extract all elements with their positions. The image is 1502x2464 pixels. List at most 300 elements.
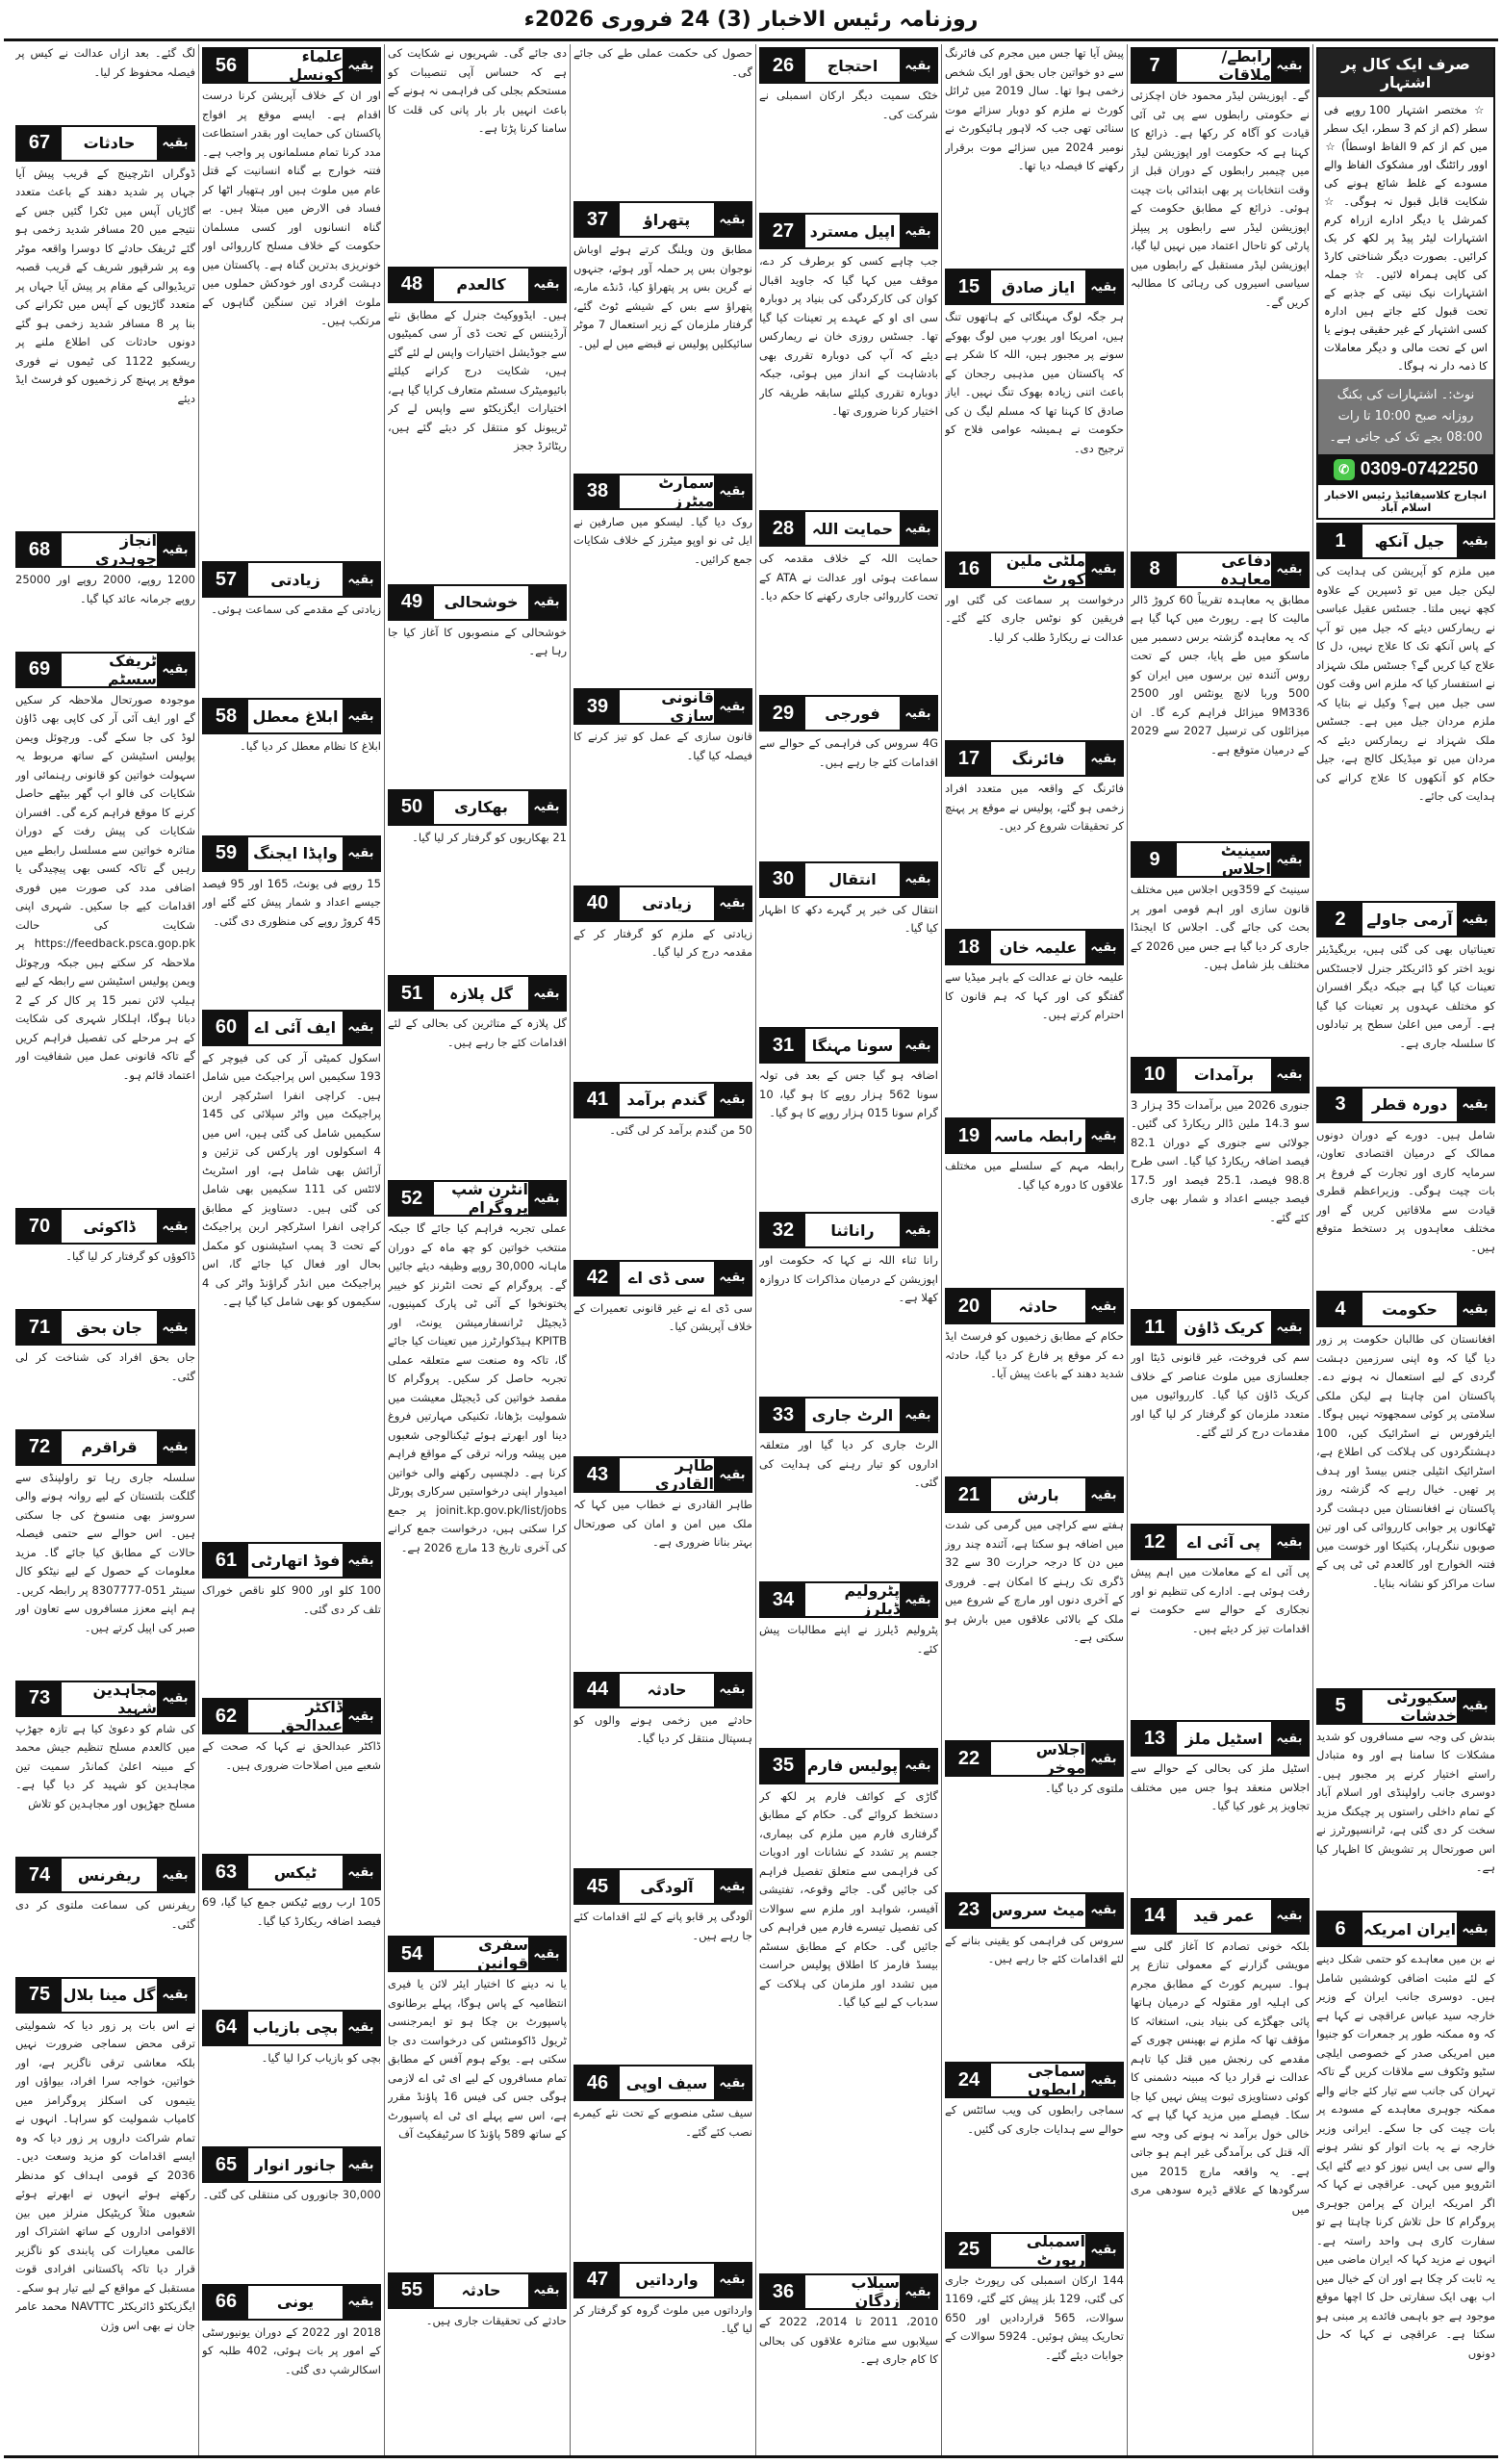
section-body-text: جب چاہے کسی کو برطرف کر دے، موقف میں کہا گیا کہ جاوید اقبال کوان کی کارکردگی کی بنیاد پر دوبارہ سی ای او کے عہدے پر تعینات کیا گیا تھا۔ جسٹس روزی خان نے ریمارکس دیئے کہ آپ کی دوبارہ تقرری بھی بادشاہت کے انداز میں ہوئی، جبکہ دوبارہ تقرری کیلئے سابقہ طریقہ کار اختیار کرنا ضروری تھا۔ [759,254,938,419]
section-title: زیادتی [620,887,714,920]
section-body-text: حمایت اللہ کے خلاف مقدمہ کی سماعت ہوئی اور عدالت نے ATA کے تحت کارروائی جاری رکھنے کا حکم دیا۔ [759,552,938,603]
section-body-text: اسکول کمیٹی آر کی کی فیوچر کے 193 سکیمیں اس پراجیکٹ میں شامل ہیں۔ کراچی انفرا اسٹرکچر اربن پراجیکٹ میں واٹر سپلائی کی 145 سکیمیں شامل کی گئی ہیں، اس میں 4 اسکولوں اور پارکس کی تزئین و آرائش بھی شامل ہے، اور اسٹریٹ لائٹس کی 111 سکیمیں بھی شامل کی گئی ہیں۔ دستاویز کے مطابق کراچی انفرا اسٹرکچر اربن پراجیکٹ کے تحت 3 پمپ اسٹیشنوں کو مکمل بحال اور فعال کیا جائے گا، اس پراجیکٹ میں انڈر گراؤنڈ واٹر کی 4 سکیموں کو بھی شامل کیا گیا ہے۔ [202,1050,381,1309]
section-body-text: مطابق یہ معاہدہ تقریباً 60 کروڑ ڈالر مالیت کا ہے۔ رپورٹ میں کہا گیا ہے کہ یہ معاہدہ گزشتہ برس دسمبر میں ماسکو میں طے پایا، جس کے تحت روس آئندہ تین برسوں میں ایران کو 500 وربا لانچ یونٹس اور 2500 9M336 میزائل فراہم کرے گا۔ ان میزائلوں کی ترسیل 2027 سے 2029 کے درمیان متوقع ہے۔ [1131,592,1310,757]
section-title: الرٹ جاری [805,1399,900,1431]
section-title: گل پلازہ [434,977,528,1010]
section-body-text: میں ملزم کو آپریشن کی ہدایت کی لیکن جیل میں تو ڈسپرین کے علاوہ کچھ نہیں ملتا۔ جسٹس عقیل عباسی نے ریمارکس دیئے کہ جیل میں تو آپ کے پاس آنکھ تک کا علاج نہیں، دل کا علاج کیا کریں گے؟ جسٹس ملک شہزاد نے استفسار کیا کہ ملزم اس وقت کون سی جیل میں ہے؟ وکیل نے بتایا کہ ملزم مردان جیل میں ہے۔ جسٹس ملک شہزاد نے ریمارکس دیئے کہ مردان میں تو میڈیکل کالج ہے، جیل حکام کو آنکھوں کا علاج کرانے کی ہدایت کی جائے۔ [1316,564,1495,803]
baqia-label: بقیہ [714,1458,751,1491]
section-header [1131,1720,1310,1757]
section-body-text: ملتوی کر دیا گیا۔ [1044,1782,1124,1796]
section-title: حادثہ [991,1290,1085,1322]
section-number: 23 [947,1894,991,1927]
section-number: 61 [204,1544,248,1577]
baqia-label: بقیہ [1085,931,1122,963]
ad-title: صرف ایک کال پر اشتہار [1318,49,1493,97]
section-number: 30 [761,863,805,896]
baqia-label: بقیہ [343,2148,379,2181]
section-body-text: 100 کلو اور 900 کلو ناقص خوراک تلف کر دی گئی۔ [202,1583,381,1616]
section-header [945,1740,1124,1777]
section-header [759,2273,938,2310]
section-header [945,2062,1124,2098]
section-title: رابطہ ماسہ [991,1119,1085,1152]
section-title: اسٹیل ملز [1177,1722,1271,1755]
ad-footer: انچارج کلاسیفائیڈ رئیس الاخبار اسلام آباد [1324,489,1488,514]
section-title: فورجی [805,697,900,730]
section-header [15,1977,195,2014]
section-number: 28 [761,512,805,545]
section-header [202,835,381,872]
section-number: 37 [575,203,620,236]
section-number: 56 [204,49,248,82]
section-body-text: ریفرنس کی سماعت ملتوی کر دی گئی۔ [15,1898,195,1931]
baqia-label: بقیہ [343,700,379,732]
section-number: 75 [17,1979,62,2012]
page-column [1127,44,1312,2455]
section-title: پولیس فارم [805,1750,900,1783]
section-number: 70 [17,1210,62,1243]
section-title: کریک ڈاؤن [1177,1311,1271,1344]
section-number: 33 [761,1399,805,1431]
section-title: مجاہدین شہید [62,1682,157,1715]
section-title: انتقال [805,863,900,896]
section-number: 58 [204,700,248,732]
section-number: 43 [575,1458,620,1491]
baqia-label: بقیہ [1085,1894,1122,1927]
section-body-text: حکام کے مطابق زخمیوں کو فرسٹ ایڈ دے کر موقع پر فارغ کر دیا گیا، حادثہ شدید دھند کے باعث پیش آیا۔ [945,1329,1124,1381]
section-number: 35 [761,1750,805,1783]
baqia-label: بقیہ [1271,1059,1308,1091]
section-number: 9 [1133,843,1177,876]
section-body-text: 1200 روپے، 2000 روپے اور 25000 روپے جرمانہ عائد کیا گیا۔ [15,573,195,605]
section-title: گندم برآمد [620,1084,714,1116]
section-body-text: قانون سازی کے عمل کو تیز کرنے کا فیصلہ کیا گیا۔ [573,730,752,762]
baqia-label: بقیہ [528,1938,565,1970]
section-number: 4 [1318,1293,1362,1325]
section-number: 22 [947,1742,991,1775]
section-header [15,1429,195,1466]
section-number: 27 [761,215,805,247]
ad-body: ☆ مختصر اشتہار 100 روپے فی سطر (کم از کم 3 سطر، ایک سطر میں کم از کم 9 الفاظ اوسطاً) ☆ اوور رائٹنگ اور مشکوک الفاظ والے مسودے کے غلط شائع ہونے کی شکایت قابل قبول نہ ہوگی۔ ☆ کمرشل یا دیگر ادارے ازراہ کرم اشتہارات لیٹر پیڈ پر لکھ کر بک کرائیں۔ بصورت دیگر شناختی کارڈ کی کاپی ہمراہ لائیں۔ ☆ جملہ اشتہارات نیک نیتی کے جذبے کے تحت قبول کئے جاتے ہیں ادارہ کسی اشتہار کے غیر حقیقی ہونے یا اس کے تحت مالی و دیگر معاملات کا ذمہ دار نہ ہوگا۔ [1324,103,1489,372]
section-header [15,1309,195,1346]
baqia-label: بقیہ [714,887,751,920]
section-number: 10 [1133,1059,1177,1091]
section-header [573,1260,752,1296]
baqia-label: بقیہ [1271,553,1308,586]
baqia-label: بقیہ [900,1029,936,1062]
section-title: انٹرن شپ پروگرام [434,1182,528,1215]
section-header [15,531,195,568]
baqia-label: بقیہ [1271,1722,1308,1755]
section-body-text: اضافہ ہو گیا جس کے بعد فی تولہ سونا 562 ہزار روپے کا ہو گیا، 10 گرام سونا 015 ہزار روپے کا ہو گیا۔ [759,1068,938,1120]
section-header [202,2010,381,2046]
section-header [573,474,752,510]
baqia-label: بقیہ [714,1262,751,1295]
section-header [945,929,1124,965]
section-number: 72 [17,1431,62,1464]
section-body-text: آلودگی پر قابو پانے کے لئے اقدامات کئے جا رہے ہیں۔ [573,1910,752,1942]
baqia-label: بقیہ [714,1870,751,1903]
section-header [573,688,752,725]
section-header [202,2146,381,2183]
section-header [388,584,567,621]
baqia-label: بقیہ [1271,1526,1308,1558]
section-number: 62 [204,1700,248,1732]
section-title: رابطے/ملاقات [1177,49,1271,82]
section-number: 60 [204,1012,248,1044]
whatsapp-icon: ✆ [1334,459,1355,480]
baqia-label: بقیہ [1085,270,1122,303]
section-number: 67 [17,127,62,160]
section-body-text: ڈوگراں انٹرچینج کے قریب پیش آیا جہاں پر شدید دھند کے باعث متعدد گاڑیاں آپس میں ٹکرا گئیں جس کے نتیجے میں 20 مسافر شدید زخمی ہو گئے ٹریفک حادثے کا دوسرا واقعہ موٹر وے پر شرقپور شریف کے قریب قصبہ تریڈیوالی کے مقام پر پیش آیا جہاں پر متعدد گاڑیوں کے آپس میں ٹکرانے کی بنا پر 8 مسافر شدید زخمی ہو گئے دونوں حادثات کی اطلاع ملنے پر ریسکیو 1122 کی ٹیموں نے فوری موقع پر پہنچ کر زخمیوں کو فرسٹ ایڈ دیئے [15,166,195,405]
section-title: ابلاغ معطل [248,700,343,732]
baqia-label: بقیہ [900,49,936,82]
section-number: 11 [1133,1311,1177,1344]
section-number: 44 [575,1674,620,1707]
section-header [759,1581,938,1618]
section-header [945,1476,1124,1513]
section-body-text: 21 بھکاریوں کو گرفتار کر لیا گیا۔ [412,830,567,844]
section-title: دورہ قطر [1362,1089,1457,1121]
section-body-text: جنوری 2026 میں برآمدات 35 ہزار 3 سو 14.3 ملین ڈالر ریکارڈ کی گئیں۔ جولائی سے جنوری کے دوران 82.1 فیصد اضافہ ریکارڈ کیا گیا۔ اسی طرح 98.8 فیصد، 25.1 فیصد اور 17.5 فیصد جیسے اعداد و شمار بھی جاری کئے گئے۔ [1131,1097,1310,1224]
baqia-label: بقیہ [1271,843,1308,876]
section-number: 31 [761,1029,805,1062]
baqia-label: بقیہ [343,49,379,82]
section-body-text: سینیٹ کے 359ویں اجلاس میں مختلف قانون سازی اور اہم قومی امور پر بحث کی جائے گی۔ اجلاس کا ایجنڈا جاری کر دیا گیا ہے جس میں 2026 کے مختلف بلز شامل ہیں۔ [1131,883,1310,972]
section-number: 57 [204,563,248,596]
section-title: آلودگی [620,1870,714,1903]
baqia-label: بقیہ [157,1979,193,2012]
section-header [573,1082,752,1118]
baqia-label: بقیہ [900,863,936,896]
section-number: 64 [204,2012,248,2044]
section-title: پتھراؤ [620,203,714,236]
section-body-text: ابلاغ کا نظام معطل کر دیا گیا۔ [240,739,381,754]
section-header [388,789,567,826]
baqia-label: بقیہ [157,533,193,566]
section-header [202,2284,381,2321]
baqia-label: بقیہ [1085,1742,1122,1775]
baqia-label: بقیہ [1271,49,1308,82]
section-body-text: رابطہ مہم کے سلسلے میں مختلف علاقوں کا دورہ کیا گیا۔ [945,1159,1124,1192]
baqia-label: بقیہ [1457,903,1493,936]
section-body-text: زیادتی کے مقدمے کی سماعت ہوئی۔ [211,603,381,616]
section-body-text: حصول کی حکمت عملی طے کی جائے گی۔ [573,46,752,79]
section-header [573,2065,752,2101]
page-column [13,44,198,2455]
section-title: جان بحق [62,1311,157,1344]
section-title: سکیورٹی خدشات [1362,1690,1457,1723]
section-body-text: 4G سروس کی فراہمی کے حوالے سے اقدامات کئے جا رہے ہیں۔ [759,736,938,769]
section-header [1131,1057,1310,1093]
baqia-label: بقیہ [714,475,751,508]
section-title: سیف اوپی [620,2066,714,2099]
baqia-label: بقیہ [900,1583,936,1616]
section-number: 2 [1318,903,1362,936]
baqia-label: بقیہ [157,1859,193,1891]
baqia-label: بقیہ [900,1750,936,1783]
section-title: فائرنگ [991,742,1085,775]
section-header [945,269,1124,305]
section-header [1316,1911,1495,1947]
baqia-label: بقیہ [343,1012,379,1044]
section-header [1316,901,1495,937]
baqia-label: بقیہ [1085,553,1122,586]
section-body-text: اسٹیل ملز کی بحالی کے حوالے سے اجلاس منعقد ہوا جس میں مختلف تجاویز پر غور کیا گیا۔ [1131,1761,1310,1813]
section-title: طاہر القادری [620,1458,714,1491]
section-number: 38 [575,475,620,508]
baqia-label: بقیہ [1457,1293,1493,1325]
section-title: آرمی جاولے [1362,903,1457,936]
top-rule [4,38,1498,41]
section-header [573,1456,752,1493]
newspaper-page [4,44,1498,2455]
baqia-label: بقیہ [1457,1690,1493,1723]
baqia-label: بقیہ [714,1084,751,1116]
section-body-text: علیمہ خان نے عدالت کے باہر میڈیا سے گفتگو کی اور کہا کہ ہم قانون کا احترام کرتے ہیں۔ [945,970,1124,1022]
section-title: بھکاری [434,791,528,824]
section-body-text: گل پلازہ کے متاثرین کی بحالی کے لئے اقدامات کئے جا رہے ہیں۔ [388,1016,567,1049]
section-header [1131,841,1310,878]
section-body-text: 15 روپے فی یونٹ، 165 اور 95 فیصد جیسے اعداد و شمار پیش کئے گئے اور 45 کروڑ روپے کی منظوری دی گئی۔ [202,876,381,928]
section-body-text: ڈاکٹر عبدالحق نے کہا کہ صحت کے شعبے میں اصلاحات ضروری ہیں۔ [202,1739,381,1772]
section-title: حادثہ [434,2274,528,2307]
section-header [1131,1309,1310,1346]
section-body-text: ڈاکوؤں کو گرفتار کر لیا گیا۔ [65,1249,195,1263]
section-body-text: رانا ثناء اللہ نے کہا کہ حکومت اور اپوزیشن کے درمیان مذاکرات کا دروازہ کھلا ہے۔ [759,1253,938,1305]
baqia-label: بقیہ [900,512,936,545]
section-body-text: 2010، 2011 تا 2014، 2022 کے سیلابوں سے متاثرہ علاقوں کی بحالی کا کام جاری ہے۔ [759,2315,938,2367]
section-number: 52 [390,1182,434,1215]
section-number: 66 [204,2286,248,2319]
section-title: حادثہ [620,1674,714,1707]
section-body-text: گے۔ اپوزیشن لیڈر محمود خان اچکزئی نے حکومتی رابطوں سے پی ٹی آئی قیادت کو آگاہ کر رکھا ہے۔ ذرائع کا کہنا ہے کہ حکومت اور اپوزیشن لیڈر میں چیمبر رابطوں کے دوران قبل از وقت انتخابات پر بھی ابتدائی بات چیت ہوئی۔ ذرائع کے مطابق حکومت کے اپوزیشن لیڈر سے رابطوں پر پیپلز پارٹی کو تاحال اعتماد میں نہیں لیا گیا، اپوزیشن لیڈر مستقبل کے رابطوں میں سیاسی اسیروں کی رہائی کا مطالبہ کریں گے۔ [1131,89,1310,309]
section-body-text: سی ڈی اے نے غیر قانونی تعمیرات کے خلاف آپریشن کیا۔ [573,1300,752,1334]
section-title: علماء کونسل [248,49,343,82]
baqia-label: بقیہ [528,586,565,619]
section-body-text: ہر جگہ لوگ مہنگائی کے ہاتھوں تنگ ہیں، امریکا اور یورپ میں لوگ بھوکے سونے پر مجبور ہیں، اللہ کا شکر ہے کہ پاکستان میں مذہبی رجحان کے باعث اتنی زیادہ بھوک تنگ نہیں۔ ایاز صادق کا کہنا تھا کہ مسلم لیگ ن کی حکومت نے ہمیشہ عوامی فلاح کو ترجیح دی۔ [945,310,1124,455]
section-body-text: بچی کو بازیاب کرا لیا گیا۔ [261,2050,381,2065]
baqia-label: بقیہ [1457,525,1493,557]
section-title: ملٹی ملین کورٹ [991,553,1085,586]
section-number: 24 [947,2064,991,2096]
section-header [759,861,938,898]
section-body-text: بلکہ خونی تصادم کا آغاز گلی سے مویشی گزارنے کے معمولی تنازع پر ہوا۔ سپریم کورٹ کے مطابق مجرم کی اہلیہ اور مقتولہ کے درمیان ہاتھا پائی جھگڑے کی بنیاد بنی، استغاثہ کا مؤقف تھا کہ ملزم نے بھینس چوری کے مقدمے کی رنجش میں قتل کیا تاہم عدالت نے قرار دیا کہ مبینہ دشمنی کا کوئی دستاویزی ثبوت پیش نہیں کیا جا سکا۔ فیصلے میں مزید کہا گیا ہے کہ خالی خول برآمد نہ ہونے کی وجہ سے آلہ قتل کی برآمدگی غیر اہم ہو جاتی ہے۔ یہ واقعہ مارچ 2015 میں سرگودھا کے علاقے ڈیرہ سودھی مری میں [1131,1938,1310,2216]
section-body-text: پیش آیا تھا جس میں مجرم کی فائرنگ سے دو خواتین جاں بحق اور ایک شخص زخمی ہوا تھا۔ سال 2019 میں ٹرائل کورٹ نے ملزم کو دوبار سزائے موت سنائی تھی جب کہ لاہور ہائیکورٹ نے نومبر 2024 میں سزائے موت برقرار رکھنے کا فیصلہ دیا تھا۔ [945,46,1124,172]
section-number: 54 [390,1938,434,1970]
section-number: 41 [575,1084,620,1116]
section-title: وارداتیں [620,2264,714,2297]
section-body-text: اور ان کے خلاف آپریشن کرنا درست اقدام ہے۔ ایسے موقع پر افواج پاکستان کی حمایت اور بقدر استطاعت مدد کرنا تمام مسلمانوں پر واجب ہے۔ فتنہ خوارج بے گناہ انسانیت کے قتل عام میں ملوث ہیں اور ہتھیار اٹھا کر فساد فی الارض میں مبتلا ہیں۔ بے گناہ انسانوں اور کسی مسلمان حکومت کے خلاف مسلح کارروائی اور خونریزی بدترین گناہ ہے۔ پاکستان میں دہشت گردی اور خودکش حملوں میں ملوث افراد تین سنگین گناہوں کے مرتکب ہیں۔ [202,89,381,327]
section-body-text: 144 ارکان اسمبلی کی رپورٹ جاری کی گئی، 129 بلز پیش کئے گئے، 1169 سوالات، 565 قراردادیں اور 650 تحاریک پیش ہوئیں۔ 5924 سوالات کے جوابات دیئے گئے۔ [945,2272,1124,2362]
section-title: کالعدم [434,269,528,301]
section-body-text: درخواست پر سماعت کی گئی اور فریقین کو نوٹس جاری کئے گئے۔ عدالت نے ریکارڈ طلب کر لیا۔ [945,592,1124,644]
section-title: برآمدات [1177,1059,1271,1091]
page-column [384,44,570,2455]
section-number: 1 [1318,525,1362,557]
section-body-text: مطابق ون ویلنگ کرتے ہوئے اوباش نوجوان بس پر حملہ آور ہوئے، جنہوں نے گرین بس پر پتھراؤ کیا، ڈنڈے مارے، پتھراؤ سے بس کے شیشے ٹوٹ گئے، گرفتار ملزمان کے زیر استعمال 7 موٹر سائیکلیں پولیس نے قبضے میں لے لیں۔ [573,243,752,350]
baqia-label: بقیہ [528,2274,565,2307]
section-number: 47 [575,2264,620,2297]
section-header [945,1892,1124,1929]
section-number: 50 [390,791,434,824]
baqia-label: بقیہ [1457,1089,1493,1121]
baqia-label: بقیہ [157,1682,193,1715]
baqia-label: بقیہ [714,2264,751,2297]
masthead-title: روزنامہ رئیس الاخبار (3) 24 فروری 2026ء [523,7,979,32]
section-body-text: موجودہ صورتحال ملاحظہ کر سکیں گے اور ایف آئی آر کی کاپی بھی ڈاؤن لوڈ کی جا سکے گی۔ ورچوئل ویمن پولیس اسٹیشن کے ساتھ مربوط یہ سہولت خواتین کو قانونی رہنمائی اور شکایات کی فالو اپ گھر بیٹھے حاصل کرنے کا موقع فراہم کرے گی۔ افسران شکایات کی پیش رفت کے دوران متاثرہ خواتین سے مسلسل رابطے میں رہیں گے تاکہ کسی بھی پیچیدگی یا اضافی مدد کی صورت میں فوری اقدامات کیے جا سکیں۔ شہری اپنی شکایت کی حالت https://feedback.psca.gop.pk پر ملاحظہ کر سکتے ہیں جبکہ ورچوئل ویمن پولیس اسٹیشن سے رابطہ کے لیے ہیلپ لائن نمبر 15 پر کال کر کے 2 دبانا ہوگا، اہلکار شہری کی شکایت کے ہر مرحلے کی تفصیل فراہم کریں گے تاکہ قانونی عمل میں شفافیت اور اعتماد قائم ہو۔ [15,692,195,1082]
page-column [1312,44,1498,2455]
section-title: ایف آئی اے [248,1012,343,1044]
page-column [570,44,755,2455]
section-body-text: 30,000 جانوروں کی منتقلی کی گئی۔ [202,2188,381,2202]
section-header [573,1868,752,1905]
baqia-label: بقیہ [528,791,565,824]
section-number: 68 [17,533,62,566]
section-header [202,698,381,734]
baqia-label: بقیہ [900,1214,936,1246]
section-body-text: فائرنگ کے واقعہ میں متعدد افراد زخمی ہو گئے، پولیس نے موقع پر پہنچ کر تحقیقات شروع کر دیں۔ [945,782,1124,834]
section-title: راناثنا [805,1214,900,1246]
section-header [1316,1087,1495,1123]
baqia-label: بقیہ [157,127,193,160]
section-header [945,1288,1124,1324]
section-number: 46 [575,2066,620,2099]
section-number: 73 [17,1682,62,1715]
section-number: 59 [204,837,248,870]
section-header [202,1542,381,1578]
section-title: حمایت اللہ [805,512,900,545]
section-number: 55 [390,2274,434,2307]
section-body-text: کی شام کو دعویٰ کیا ہے تازہ جھڑپ میں کالعدم مسلح تنظیم جیش محمد کے مبینہ اعلیٰ کمانڈر سمیت تین مجاہدین کو شہید کر دیا گیا ہے۔ مسلح جھڑپوں اور مجاہدین کو تلاش [15,1721,195,1810]
section-number: 12 [1133,1526,1177,1558]
section-number: 14 [1133,1900,1177,1933]
section-body-text: عملی تجربہ فراہم کیا جائے گا جبکہ منتخب خواتین کو چھ ماہ کے دوران ماہانہ 30,000 روپے وظیفہ دیئے جائیں گے۔ پروگرام کے تحت انٹرنز کو خیبر پختونخوا کے آئی ٹی پارک کمپنیوں، ڈیجیٹل ٹرانسفارمیشن یونٹ، اور KPITB ہیڈکوارٹرز میں تعینات کیا جائے گا، تاکہ وہ صنعت سے متعلقہ عملی تجربہ حاصل کر سکیں۔ پروگرام کا مقصد خواتین کی ڈیجیٹل معیشت میں شمولیت بڑھانا، تکنیکی مہارتیں فروغ دینا اور ابھرتے ہوئے ٹیکنالوجی شعبوں میں پیشہ ورانہ ترقی کے مواقع فراہم کرنا ہے۔ دلچسپی رکھنے والی خواتین امیدوار اپنی درخواستیں سرکاری پورٹل joinit.kp.gov.pk/list/jobs پر جمع کرا سکتی ہیں، درخواست جمع کرانے کی آخری تاریخ 13 مارچ 2026 ہے۔ [388,1221,567,1554]
baqia-label: بقیہ [1271,1311,1308,1344]
section-body-text: شامل ہیں۔ دورے کے دوران دونوں ممالک کے درمیان اقتصادی تعاون، سرمایہ کاری اور تجارت کے فروغ پر بات چیت ہوگی۔ وزیراعظم قطری قیادت سے ملاقاتیں کریں گے اور مختلف معاہدوں پر دستخط متوقع ہیں۔ [1316,1127,1495,1254]
section-body-text: لگ گئے۔ بعد ازاں عدالت نے کیس پر فیصلہ محفوظ کر لیا۔ [15,46,195,79]
section-title: سیلاب زدگان [805,2275,900,2308]
section-header [1131,47,1310,84]
section-title: سینیٹ اجلاس [1177,843,1271,876]
section-title: انجاز چوہدری [62,533,157,566]
section-body-text: سلسلہ جاری رہا تو راولپنڈی سے گلگت بلتستان کے لیے روانہ ہونے والی سروسز بھی منسوخ کی جا سکتی ہیں۔ اس حوالے سے حتمی فیصلہ حالات کے مطابق کیا جائے گا۔ مزید معلومات کے حصول کے لیے نیٹکو کال سینٹر 051-8307777 پر رابطہ کریں۔ ہم اپنے معزز مسافروں سے تعاون اور صبر کی اپیل کرتے ہیں۔ [15,1470,195,1634]
section-number: 42 [575,1262,620,1295]
section-title: ڈاکوئی [62,1210,157,1243]
section-title: ریفرنس [62,1859,157,1891]
baqia-label: بقیہ [157,1311,193,1344]
baqia-label: بقیہ [714,203,751,236]
section-title: عمر قید [1177,1900,1271,1933]
section-title: سمارٹ میٹرز [620,475,714,508]
baqia-label: بقیہ [900,1399,936,1431]
section-number: 7 [1133,49,1177,82]
baqia-label: بقیہ [343,2286,379,2319]
section-header [945,740,1124,777]
section-number: 25 [947,2234,991,2267]
classified-ad-box [1316,47,1495,520]
section-header [15,1208,195,1245]
section-number: 17 [947,742,991,775]
section-header [15,652,195,688]
section-header [202,1698,381,1734]
section-title: علیمہ خان [991,931,1085,963]
section-title: یونی [248,2286,343,2319]
section-number: 3 [1318,1089,1362,1121]
section-number: 18 [947,931,991,963]
baqia-label: بقیہ [1085,2234,1122,2267]
baqia-label: بقیہ [343,1544,379,1577]
baqia-label: بقیہ [714,2066,751,2099]
section-title: سونا مہنگا [805,1029,900,1062]
section-body-text: وارداتوں میں ملوث گروہ کو گرفتار کر لیا گیا۔ [573,2302,752,2336]
section-title: سماجی رابطوں [991,2064,1085,2096]
section-header [388,975,567,1012]
section-body-text: ہفتے سے کراچی میں گرمی کی شدت میں اضافہ ہو سکتا ہے، آئندہ چند روز میں دن کا درجہ حرارت 30 سے 32 ڈگری تک رہنے کا امکان ہے۔ فروری کے آخری دنوں اور مارچ کے شروع میں ملک کے بالائی علاقوں میں بارش ہو سکتی ہے۔ [945,1518,1124,1645]
baqia-label: بقیہ [900,2275,936,2308]
section-body-text: سم کی فروخت، غیر قانونی ڈیٹا اور جعلسازی میں ملوث عناصر کے خلاف کریک ڈاؤن کیا گیا۔ کارروائیوں میں متعدد ملزمان کو گرفتار کر لیا گیا اور مقدمات درج کر لئے گئے۔ [1131,1350,1310,1440]
section-title: ڈاکٹر عبدالحق [248,1700,343,1732]
section-number: 15 [947,270,991,303]
section-header [945,552,1124,588]
section-number: 20 [947,1290,991,1322]
section-body-text: 2018 اور 2022 کے دوران یونیورسٹی کے امور پر بات ہوئی، 402 طلبہ کو اسکالرشپ دی گئی۔ [202,2324,381,2376]
baqia-label: بقیہ [1085,1119,1122,1152]
section-body-text: خٹک سمیت دیگر ارکان اسمبلی نے شرکت کی۔ [759,89,938,121]
section-body-text: روک دیا گیا۔ لیسکو میں صارفین نے ایل ٹی نو اوپو میٹرز کے خلاف شکایات جمع کرائیں۔ [573,514,752,566]
section-header [388,1936,567,1972]
baqia-label: بقیہ [1085,742,1122,775]
section-number: 51 [390,977,434,1010]
section-title: ایاز صادق [991,270,1085,303]
baqia-label: بقیہ [1457,1912,1493,1945]
section-body-text: نے اس بات پر زور دیا کہ شمولیتی ترقی محض سماجی ضرورت نہیں بلکہ معاشی ترقی ناگزیر ہے، اور خواتین، خواجہ سرا افراد، بیواؤں اور یتیموں کی اسکلز پروگرامز میں کامیاب شمولیت کو سراہا۔ انہوں نے تمام شراکت داروں پر زور دیا کہ وہ ایسے اقدامات کو مزید وسعت دیں۔ 2036 کے قومی اہداف کو مدنظر رکھتے ہوئے انہوں نے ابھرتے ہوئے شعبوں مثلاً کریٹیکل منرلز میں بین الاقوامی اداروں کے ساتھ اشتراک اور عالمی معیارات کی پابندی کو ناگزیر قرار دیا تاکہ پاکستانی افرادی قوت مستقبل کے مواقع کے لیے تیار ہو سکے۔ ایگزیکٹو ڈائریکٹر NAVTTC محمد عامر جان نے بھی اس وژن [15,2017,195,2332]
section-title: جانور انوار [248,2148,343,2181]
section-header [388,267,567,303]
section-header [15,1857,195,1893]
section-body-text: نے بن میں معاہدے کو حتمی شکل دینے کے لئے مثبت اضافی کوششیں شامل ہیں۔ دوسری جانب ایران کے وزیر خارجہ سید عباس عراقچی نے کہا ہے کہ وہ ممکنہ طور پر جمعرات کو جنیوا میں امریکی صدر کے خصوصی ایلچی سٹیو وٹکوف سے ملاقات کریں گے تاکہ تہران کی جانب سے تیار کئے جانے والے ممکنہ جوہری معاہدے کے مسودے پر بات چیت کی جا سکے۔ ایرانی وزیر خارجہ نے یہ بات اتوار کو نشر ہونے والے سی بی ایس نیوز کو دیے گئے ایک انٹرویو میں کہی۔ عراقچی نے کہا کہ اگر امریکہ ایران کے پرامن جوہری پروگرام کا حل تلاش کرنا چاہتا ہے تو سفارت کاری ہی واحد راستہ ہے۔ انہوں نے مزید کہا کہ ایران ماضی میں یہ ثابت کر چکا ہے اور ان کے خیال میں اب بھی ایک سفارتی حل کا اچھا موقع موجود ہے جو باہمی فائدے پر مبنی ہو سکتا ہے۔ عراقچی نے کہا کہ حل دونوں [1316,1952,1495,2360]
section-number: 26 [761,49,805,82]
section-title: بارش [991,1478,1085,1511]
baqia-label: بقیہ [1085,1478,1122,1511]
ad-phone-bar [1318,454,1493,485]
section-number: 65 [204,2148,248,2181]
section-body-text: انتقال کی خبر پر گہرے دکھ کا اظہار کیا گیا۔ [759,902,938,936]
section-header [759,1212,938,1248]
section-title: فوڈ اتھارٹی [248,1544,343,1577]
section-number: 29 [761,697,805,730]
ad-phone-number[interactable]: 0309-0742250 [1360,459,1479,479]
section-number: 21 [947,1478,991,1511]
baqia-label: بقیہ [157,1431,193,1464]
section-header [202,561,381,598]
section-header [759,1397,938,1433]
section-title: ٹیکس [248,1856,343,1888]
section-title: ٹریفک سسٹم [62,654,157,686]
section-body-text: ہیں۔ ایڈووکیٹ جنرل کے مطابق نئے آرڈیننس کے تحت ڈی آر سی کمیٹیوں سے جوڈیشل اختیارات واپس لے لئے گئے ہیں، شکایت درج کرانے کیلئے بائیومیٹرک سسٹم متعارف کرایا گیا ہے، اختیارات ایگزیکٹو سے واپس لے کر ٹریبونل کو منتقل کر دیئے گئے ہیں، ریٹائرڈ ججز [388,307,567,452]
section-header [1316,1688,1495,1725]
section-header [202,1854,381,1890]
section-title: قانونی سازی [620,690,714,723]
section-header [1131,1898,1310,1935]
section-header [573,886,752,922]
section-title: دفاعی معاہدہ [1177,553,1271,586]
section-body-text: پی آئی اے کے معاملات میں اہم پیش رفت ہوئی ہے۔ ادارے کی تنظیم نو اور نجکاری کے حوالے سے حکومت نے اقدامات تیز کر دیئے ہیں۔ [1131,1565,1310,1635]
baqia-label: بقیہ [343,1856,379,1888]
baqia-label: بقیہ [157,654,193,686]
baqia-label: بقیہ [714,690,751,723]
section-header [945,2232,1124,2269]
section-header [15,1681,195,1717]
